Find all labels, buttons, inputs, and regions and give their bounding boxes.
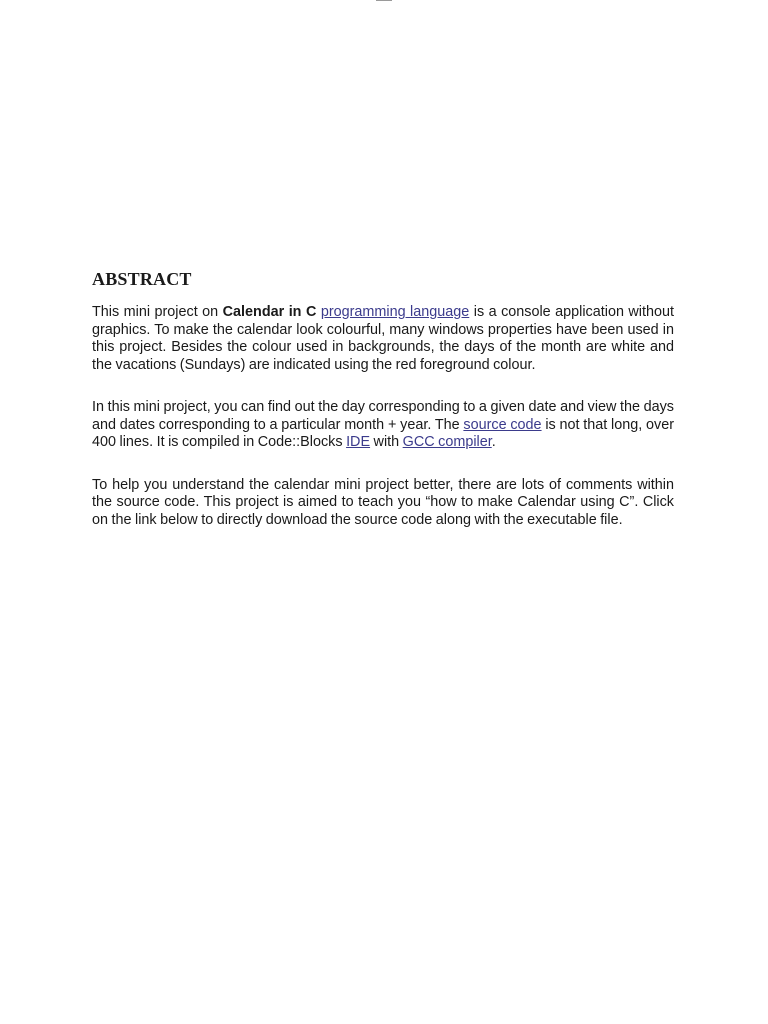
p1-bold-calendar: Calendar in C [222,304,317,320]
page-top-divider [376,0,392,1]
p2-text-2: is not that long, over 400 lines. It is compiled in Code::Blocks [92,416,674,450]
p2-text-3: with [370,434,403,450]
p2-text-1: In this mini project, you can find out the day corresponding to a given date and view the days and dates corresponding to a particular month + year. The [92,399,674,433]
abstract-paragraph-2 [92,399,674,452]
abstract-paragraph-3: To help you understand the calendar mini project better, there are lots of comments within the source code. This project is aimed to teach you “how to make Calendar using C”. Click on the link below to directly download the source code along with the executable file. [92,476,674,528]
source-code-link[interactable]: source code [463,416,542,433]
programming-language-link[interactable]: programming language [320,304,470,320]
p2-text-4: . [491,434,496,450]
abstract-section [92,268,674,554]
ide-link[interactable]: IDE [346,434,371,450]
abstract-paragraph-1 [92,304,674,374]
p1-text-1: This mini project on [92,304,223,320]
p1-text-3: is a console application without graphics. To make the calendar look colourful, many windows properties have been used in this project. Besides the colour used in backgrounds, the days of the month are white and the vacations (Sundays) are indicated using the red foreground colour. [92,304,675,373]
abstract-heading: ABSTRACT [92,269,192,289]
gcc-compiler-link[interactable]: GCC compiler [402,434,492,450]
